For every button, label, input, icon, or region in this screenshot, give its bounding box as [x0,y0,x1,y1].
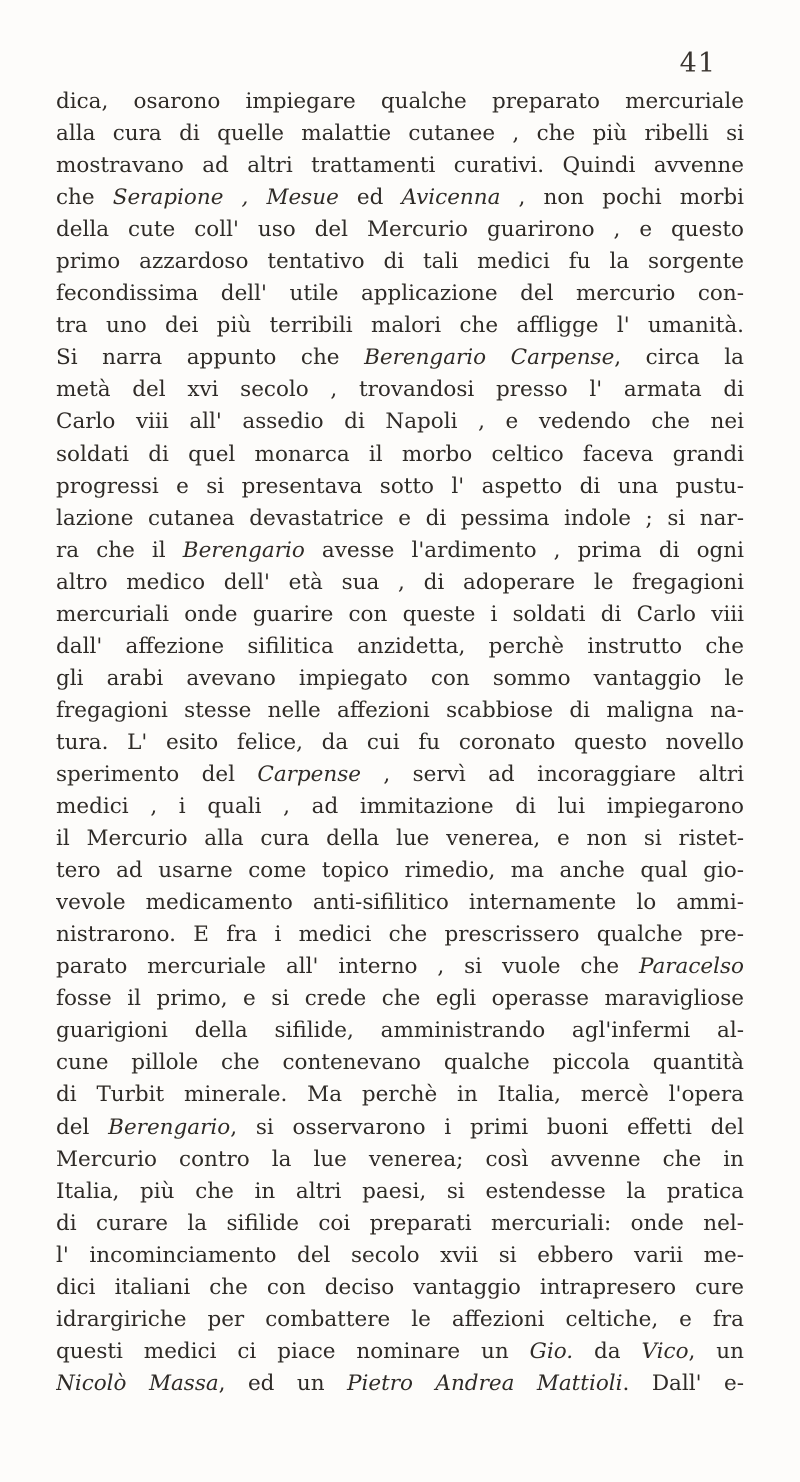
body-text [56,86,744,1400]
text-line: questi medici ci piace nominare un Gio. da Vico, un [56,1338,744,1364]
italic-name: Pietro Andrea Mattioli [347,1370,623,1396]
text-line: tura. L' esito felice, da cui fu coronato questo novello [56,729,744,755]
text-line: altro medico dell' età sua , di adoperare le fregagioni [56,569,744,595]
text-line: fecondissima dell' utile applicazione del mercurio con- [56,281,744,307]
text-line: del Berengario, si osservarono i primi buoni effetti del [56,1114,744,1140]
text-line: mostravano ad altri trattamenti curativi. Quindi avvenne [56,153,744,179]
text-line: ra che il Berengario avesse l'ardimento , prima di ogni [56,537,744,563]
text-line: il Mercurio alla cura della lue venerea, e non si ristet- [56,826,744,852]
text-line: mercuriali onde guarire con queste i soldati di Carlo viii [56,601,744,627]
page-number: 41 [679,48,716,79]
italic-name: Nicolò Massa [56,1370,219,1396]
italic-name: Carpense [257,761,362,787]
text-line: l' incominciamento del secolo xvii si ebbero varii me- [56,1242,744,1268]
text-line: che Serapione , Mesue ed Avicenna , non pochi morbi [56,185,744,211]
text-line: dica, osarono impiegare qualche preparato mercuriale [56,89,744,114]
italic-name: Avicenna [401,185,501,211]
text-line: vevole medicamento anti-sifilitico internamente lo ammi- [56,890,744,916]
text-line: Italia, più che in altri paesi, si estendesse la pratica [56,1178,744,1204]
italic-name: Berengario [108,1114,231,1140]
text-line: della cute coll' uso del Mercurio guarirono , e questo [56,217,744,243]
text-line: progressi e si presentava sotto l' aspetto di una pustu- [56,473,744,499]
italic-name: Gio. [529,1338,574,1364]
italic-name: Berengario Carpense [364,345,615,371]
text-line: Si narra appunto che Berengario Carpense, circa la [56,345,744,371]
text-line: di Turbit minerale. Ma perchè in Italia, mercè l'opera [56,1082,744,1108]
text-line: tero ad usarne come topico rimedio, ma anche qual gio- [56,858,744,884]
text-line: Nicolò Massa, ed un Pietro Andrea Mattioli. Dall' e- [56,1370,744,1396]
text-line: guarigioni della sifilide, amministrando agl'infermi al- [56,1018,744,1044]
text-line: dici italiani che con deciso vantaggio intrapresero cure [56,1274,744,1300]
text-line: dall' affezione sifilitica anzidetta, perchè instrutto che [56,633,744,659]
text-line: medici , i quali , ad immitazione di lui impiegarono [56,794,744,820]
italic-name: Paracelso [638,954,744,980]
text-line: di curare la sifilide coi preparati mercuriali: onde nel- [56,1210,744,1236]
text-line: parato mercuriale all' interno , si vuole che Paracelso [56,954,744,980]
text-line: idrargiriche per combattere le affezioni celtiche, e fra [56,1306,744,1332]
text-line: fosse il primo, e si crede che egli operasse maravigliose [56,986,744,1012]
text-line: alla cura di quelle malattie cutanee , che più ribelli si [56,121,744,147]
text-line: Mercurio contro la lue venerea; così avvenne che in [56,1146,744,1172]
text-line: lazione cutanea devastatrice e di pessima indole ; si nar- [56,505,744,531]
text-line: Carlo viii all' assedio di Napoli , e vedendo che nei [56,409,744,435]
italic-name: Vico [641,1338,689,1364]
text-line: sperimento del Carpense , servì ad incoraggiare altri [56,761,744,787]
text-line: soldati di quel monarca il morbo celtico faceva grandi [56,441,744,467]
text-line: metà del xvi secolo , trovandosi presso l' armata di [56,377,744,403]
text-line: tra uno dei più terribili malori che affligge l' umanità. [56,313,744,339]
italic-name: Berengario [182,537,305,563]
text-line: cune pillole che contenevano qualche piccola quantità [56,1050,744,1076]
italic-name: Serapione , Mesue [112,185,339,211]
text-line: fregagioni stesse nelle affezioni scabbiose di maligna na- [56,697,744,723]
text-line: primo azzardoso tentativo di tali medici fu la sorgente [56,249,744,275]
text-line: gli arabi avevano impiegato con sommo vantaggio le [56,665,744,691]
text-line: nistrarono. E fra i medici che prescrissero qualche pre- [56,922,744,948]
